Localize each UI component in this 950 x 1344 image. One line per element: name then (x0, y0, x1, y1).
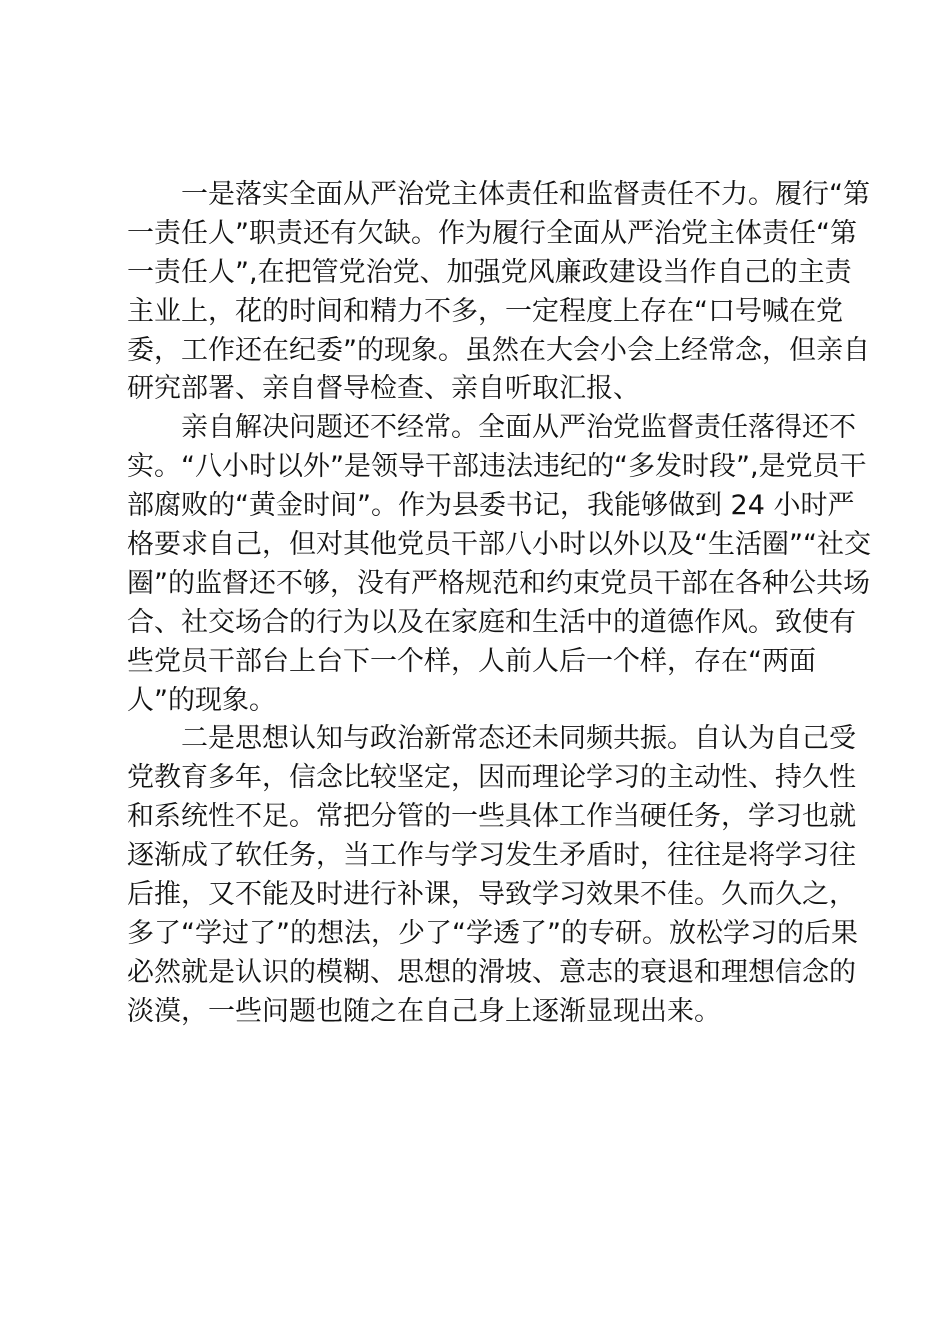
paragraph-2-line-2: 实。“八小时以外”是领导干部违法违纪的“多发时段”,是党员干 (127, 451, 867, 483)
paragraph-2-line-7: 些党员干部台上台下一个样，人前人后一个样，存在“两面 (127, 645, 816, 677)
paragraph-1-line-6: 研究部署、亲自督导检查、亲自听取汇报、 (127, 373, 640, 405)
paragraph-1-line-4: 主业上，花的时间和精力不多，一定程度上存在“口号喊在党 (127, 295, 843, 327)
paragraph-3-line-1: 二是思想认知与政治新常态还未同频共振。自认为自己受 (181, 723, 856, 755)
paragraph-3-line-4: 逐渐成了软任务，当工作与学习发生矛盾时，往往是将学习往 (127, 840, 856, 872)
paragraph-3-line-2: 党教育多年，信念比较坚定，因而理论学习的主动性、持久性 (127, 762, 856, 794)
body-text (127, 176, 871, 1032)
paragraph-2-line-3: 部腐败的“黄金时间”。作为县委书记，我能够做到 24 小时严 (127, 490, 855, 522)
paragraph-3-line-7: 必然就是认识的模糊、思想的滑坡、意志的衰退和理想信念的 (127, 956, 856, 988)
paragraph-2-line-6: 合、社交场合的行为以及在家庭和生活中的道德作风。致使有 (127, 606, 856, 638)
paragraph-3-line-6: 多了“学过了”的想法，少了“学透了”的专研。放松学习的后果 (127, 917, 858, 949)
paragraph-2-line-4: 格要求自己，但对其他党员干部八小时以外以及“生活圈”“社交 (127, 529, 871, 561)
paragraph-2-line-5: 圈”的监督还不够，没有严格规范和约束党员干部在各种公共场 (127, 567, 870, 599)
paragraph-3-line-3: 和系统性不足。常把分管的一些具体工作当硬任务，学习也就 (127, 801, 856, 833)
paragraph-2-line-1: 亲自解决问题还不经常。全面从严治党监督责任落得还不 (181, 412, 856, 444)
paragraph-1-line-5: 委，工作还在纪委”的现象。虽然在大会小会上经常念，但亲自 (127, 334, 870, 366)
paragraph-1-line-3: 一责任人”,在把管党治党、加强党风廉政建设当作自己的主责 (127, 256, 852, 288)
paragraph-3-line-5: 后推，又不能及时进行补课，导致学习效果不佳。久而久之， (127, 879, 856, 911)
paragraph-1-line-2: 一责任人”职责还有欠缺。作为履行全面从严治党主体责任“第 (127, 217, 857, 249)
paragraph-1-line-1: 一是落实全面从严治党主体责任和监督责任不力。履行“第 (181, 179, 870, 210)
paragraph-2-line-8: 人”的现象。 (127, 684, 276, 716)
paragraph-3-line-8: 淡漠，一些问题也随之在自己身上逐渐显现出来。 (127, 995, 721, 1027)
